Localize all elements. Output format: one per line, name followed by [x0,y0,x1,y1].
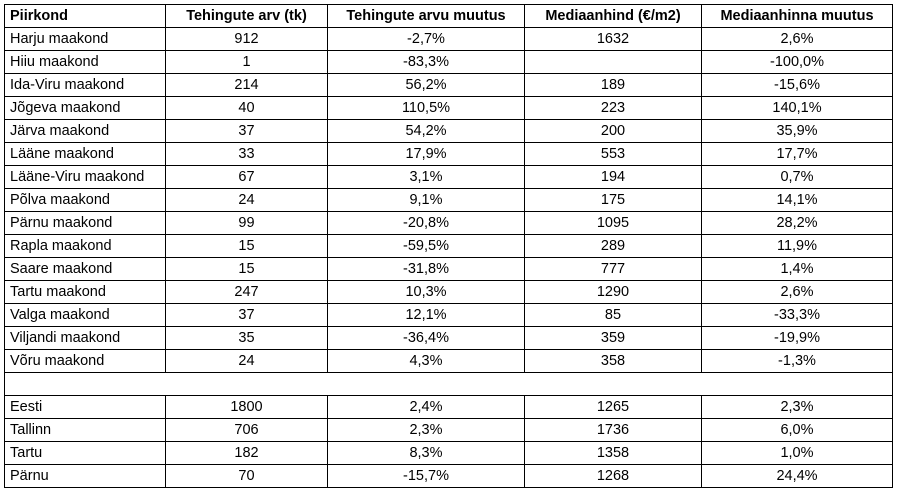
price-change-cell: 24,4% [702,465,893,488]
count-change-cell: 4,3% [328,350,525,373]
count-cell: 37 [166,120,328,143]
summary-row [5,396,893,419]
median-price-cell: 223 [525,97,702,120]
table-row [5,281,893,304]
region-cell: Eesti [5,396,166,419]
count-change-cell: 17,9% [328,143,525,166]
count-cell: 24 [166,189,328,212]
median-price-cell: 359 [525,327,702,350]
count-cell: 99 [166,212,328,235]
table-row [5,235,893,258]
price-change-cell: -19,9% [702,327,893,350]
median-price-cell: 289 [525,235,702,258]
price-change-cell: 1,4% [702,258,893,281]
count-cell: 706 [166,419,328,442]
price-change-cell: -15,6% [702,74,893,97]
table-row [5,304,893,327]
table-row [5,327,893,350]
median-price-cell: 1358 [525,442,702,465]
count-cell: 70 [166,465,328,488]
region-cell: Harju maakond [5,28,166,51]
region-cell: Järva maakond [5,120,166,143]
count-change-cell: 10,3% [328,281,525,304]
price-change-cell: 35,9% [702,120,893,143]
region-cell: Valga maakond [5,304,166,327]
count-change-cell: -36,4% [328,327,525,350]
region-cell: Hiiu maakond [5,51,166,74]
count-cell: 15 [166,235,328,258]
price-change-cell: 2,3% [702,396,893,419]
price-change-cell: 17,7% [702,143,893,166]
spacer-row [5,373,893,396]
region-cell: Saare maakond [5,258,166,281]
median-price-cell: 777 [525,258,702,281]
count-cell: 1 [166,51,328,74]
price-change-cell: 1,0% [702,442,893,465]
price-change-cell: -1,3% [702,350,893,373]
table-row [5,97,893,120]
header-transaction-change: Tehingute arvu muutus [328,5,525,28]
count-cell: 33 [166,143,328,166]
table-row [5,258,893,281]
median-price-cell: 189 [525,74,702,97]
count-change-cell: 2,3% [328,419,525,442]
median-price-cell: 1265 [525,396,702,419]
table-row [5,166,893,189]
median-price-cell [525,51,702,74]
summary-row [5,465,893,488]
count-change-cell: 56,2% [328,74,525,97]
table-row [5,212,893,235]
region-cell: Lääne maakond [5,143,166,166]
median-price-cell: 1632 [525,28,702,51]
region-cell: Lääne-Viru maakond [5,166,166,189]
price-change-cell: -100,0% [702,51,893,74]
table-row [5,120,893,143]
count-cell: 35 [166,327,328,350]
data-table [4,4,893,488]
region-cell: Võru maakond [5,350,166,373]
count-change-cell: 12,1% [328,304,525,327]
count-change-cell: -20,8% [328,212,525,235]
region-cell: Tallinn [5,419,166,442]
count-change-cell: 54,2% [328,120,525,143]
price-change-cell: 11,9% [702,235,893,258]
summary-row [5,442,893,465]
spacer-cell [5,373,893,396]
header-row [5,5,893,28]
count-cell: 247 [166,281,328,304]
median-price-cell: 358 [525,350,702,373]
count-cell: 214 [166,74,328,97]
region-cell: Põlva maakond [5,189,166,212]
count-cell: 182 [166,442,328,465]
median-price-cell: 553 [525,143,702,166]
header-median-price: Mediaanhind (€/m2) [525,5,702,28]
count-change-cell: -15,7% [328,465,525,488]
median-price-cell: 85 [525,304,702,327]
median-price-cell: 194 [525,166,702,189]
table-row [5,350,893,373]
header-region: Piirkond [5,5,166,28]
count-change-cell: 8,3% [328,442,525,465]
count-cell: 15 [166,258,328,281]
region-cell: Jõgeva maakond [5,97,166,120]
price-change-cell: 2,6% [702,28,893,51]
count-change-cell: -2,7% [328,28,525,51]
count-change-cell: 9,1% [328,189,525,212]
price-change-cell: 0,7% [702,166,893,189]
median-price-cell: 200 [525,120,702,143]
median-price-cell: 1268 [525,465,702,488]
count-cell: 67 [166,166,328,189]
region-cell: Tartu [5,442,166,465]
count-change-cell: 110,5% [328,97,525,120]
table-row [5,51,893,74]
table-row [5,74,893,97]
price-change-cell: 14,1% [702,189,893,212]
count-cell: 912 [166,28,328,51]
count-change-cell: 3,1% [328,166,525,189]
count-cell: 40 [166,97,328,120]
table-row [5,143,893,166]
median-price-cell: 1736 [525,419,702,442]
price-change-cell: -33,3% [702,304,893,327]
count-cell: 1800 [166,396,328,419]
table-row [5,28,893,51]
price-change-cell: 2,6% [702,281,893,304]
price-change-cell: 6,0% [702,419,893,442]
region-cell: Ida-Viru maakond [5,74,166,97]
header-transaction-count: Tehingute arv (tk) [166,5,328,28]
count-change-cell: 2,4% [328,396,525,419]
region-cell: Pärnu maakond [5,212,166,235]
count-cell: 37 [166,304,328,327]
summary-row [5,419,893,442]
count-change-cell: -31,8% [328,258,525,281]
count-change-cell: -83,3% [328,51,525,74]
median-price-cell: 1095 [525,212,702,235]
median-price-cell: 1290 [525,281,702,304]
region-cell: Pärnu [5,465,166,488]
price-change-cell: 28,2% [702,212,893,235]
region-cell: Tartu maakond [5,281,166,304]
region-cell: Rapla maakond [5,235,166,258]
count-change-cell: -59,5% [328,235,525,258]
table-row [5,189,893,212]
median-price-cell: 175 [525,189,702,212]
count-cell: 24 [166,350,328,373]
region-cell: Viljandi maakond [5,327,166,350]
header-median-price-change: Mediaanhinna muutus [702,5,893,28]
price-change-cell: 140,1% [702,97,893,120]
